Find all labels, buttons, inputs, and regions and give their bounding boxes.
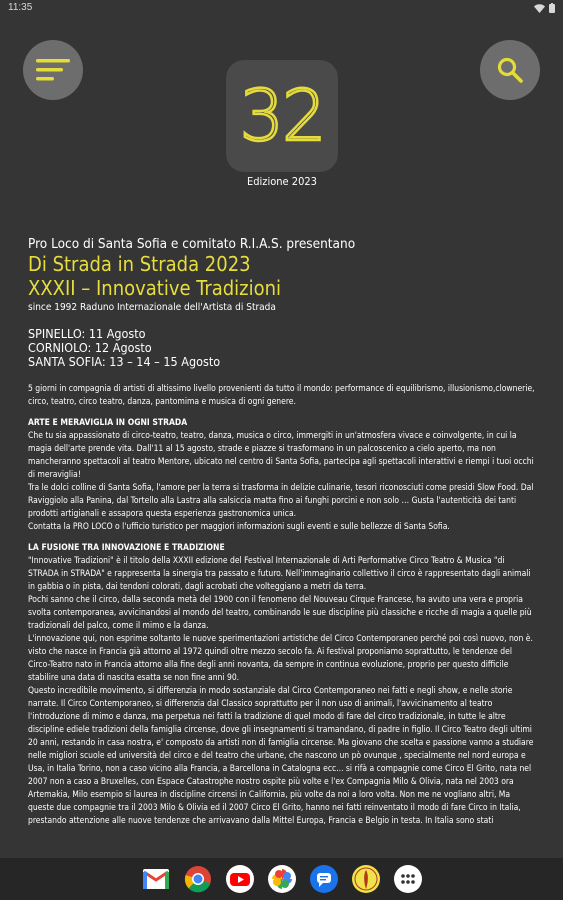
date-spinello: SPINELLO: 11 Agosto — [28, 326, 146, 341]
paragraph: Che tu sia appassionato di circo-teatro, teatro, danza, musica o circo, immergiti in un'atmosfera vivace e coinvolgente, in cui la magia dell'arte prende vita. Dall'11 al 15 agosto, strade e piazze si trasformano in un palcoscenico a cielo aperto, ma non mancheranno spettacoli al teatro Mentore, ubicato nel centro di Santa Sofia, partecipa agli spettacoli interattivi e riempi i tuoi occhi di meraviglia! — [28, 431, 534, 480]
menu-button[interactable] — [23, 40, 83, 100]
date-santa-sofia: SANTA SOFIA: 13 – 14 – 15 Agosto — [28, 354, 221, 369]
app-drawer-icon[interactable] — [394, 865, 422, 893]
photos-icon[interactable] — [268, 865, 296, 893]
paragraph: Pochi sanno che il circo, dalla seconda metà del 1900 con il fenomeno del Nouveau Cirque Francese, ha avuto una vera e propria svolta contemporanea, avvicinandosi al mondo del teatro, combinando le sue discipline più classiche e ricche di magia a quelle più tradizionali del palco, come il mimo e la danza. — [28, 595, 532, 631]
chrome-icon[interactable] — [184, 865, 212, 893]
paragraph: "Innovative Tradizioni" è il titolo della XXXII edizione del Festival Internazionale di Arti Performative Circo Teatro & Musica "di STRADA in STRADA" e rappresenta la sinergia tra passato e futuro. Nell'immaginario collettivo il circo è rappresentato dagli animali in gabbia o in pista, dai tendoni colorati, dagli acrobati che volteggiano a metri da terra. — [28, 556, 531, 592]
app-dock — [0, 858, 563, 900]
paragraph: Contatta la PRO LOCO o l'ufficio turistico per maggiori informazioni sugli eventi e sulle bellezze di Santa Sofia. — [28, 522, 450, 532]
paragraph: Tra le dolci colline di Santa Sofia, l'amore per la terra si trasforma in delizie culinarie, tesori riconosciuti come presidi Slow Food. Dal Raviggiolo alla Panina, dal Tortello alla Lastra alla salsiccia matta fino ai funghi porcini e non solo … Gusta l'autenticità dei tanti prodotti artigianali e assapora questa esperienza gastronomica unica. — [28, 483, 534, 519]
date-corniolo: CORNIOLO: 12 Agosto — [28, 340, 152, 355]
section-heading-fusione: LA FUSIONE TRA INNOVAZIONE E TRADIZIONE — [28, 543, 225, 553]
menu-icon — [36, 57, 70, 83]
battery-icon — [549, 3, 555, 13]
section-heading-arte: ARTE E MERAVIGLIA IN OGNI STRADA — [28, 418, 188, 428]
event-title: Di Strada in Strada 2023 — [28, 252, 251, 276]
messages-icon[interactable] — [310, 865, 338, 893]
since-line: since 1992 Raduno Internazionale dell'Artista di Strada — [28, 302, 276, 313]
lead-paragraph: 5 giorni in compagnia di artisti di altissimo livello provenienti da tutto il mondo: performance di equilibrismo, illusionismo,clownerie, circo, teatro, circo teatro, danza, pantomima e musica di ogni genere. — [28, 384, 535, 407]
paragraph: L'innovazione qui, non esprime soltanto le nuove sperimentazioni artistiche del Circo Contemporaneo perché poi così nuovo, non è. visto che nasce in Francia già attorno al 1972 quindi oltre mezzo secolo fa. Ai festival proponiamo soprattutto, le tendenze del Circo-Teatro nato in Francia attorno alla fine degli anni novanta, da sempre in continua evoluzione, proprio per questo difficile stabilire una data di nascita esatta se non fine anni 90. — [28, 634, 533, 683]
paragraph: Questo incredibile movimento, si differenzia in modo sostanziale dal Circo Contemporaneo nei fatti e negli show, e nelle storie narrate. Il Circo Contemporaneo, si differenzia dal Classico soprattutto per il non uso di animali, l'avvicinamento al teatro l'introduzione di mimo e danza, ma perpetua nei fatti la tradizione di quel modo di fare del circo tradizionale, in tutte le altre discipline ediele tradizioni della famiglia circense, dove gli insegnamenti si tramandano, di padre in figlio. Il Circo Teatro degli ultimi 20 anni, restando in casa nostra, e' composto da artisti non di famiglia circense. Ma giovano che scelta e passione vanno a studiare nelle migliori scuole ed università del circo e del teatro che urbane, che nascono un pò ovunque , specialmente nel nord europa e Usa, in Italia Torino, non a caso vicino alla Francia, a Barcellona in Catalogna ecc... si rifà a compagnie come Circo El Grito, nata nel 2007 non a caso a Bruxelles, con Espace Catastrophe nostro ospite più volte e l'ex Compagnia Milo & Olivia, nata nel 2003 ora Artemakia, Milo esempio si laurea in discipline circensi in California, più volte da noi a loro volta. Non me ne vogliano altri, Ma queste due compagnie tra il 2003 Milo & Olivia ed il 2007 Circo El Grito, hanno nei fatti reinventato il modo di fare Circo in Italia, prestando attenzione alle nuove tendenze che arrivavano dalla Mittel Europa, Francia e Belgio in testa. In Italia sono stati — [28, 686, 534, 826]
youtube-icon[interactable] — [226, 865, 254, 893]
edition-logo — [226, 60, 338, 172]
search-button[interactable] — [480, 40, 540, 100]
status-bar — [0, 0, 563, 18]
wifi-icon — [534, 4, 545, 13]
status-icons — [534, 3, 555, 13]
search-icon — [496, 56, 524, 84]
event-subtitle: XXXII – Innovative Tradizioni — [28, 276, 282, 300]
event-description — [28, 236, 536, 828]
edition-label: Edizione 2023 — [247, 175, 317, 188]
festival-app-icon[interactable] — [352, 865, 380, 893]
status-time: 11:35 — [8, 2, 33, 13]
gmail-icon[interactable] — [142, 865, 170, 893]
intro-text: Pro Loco di Santa Sofia e comitato R.I.A.S. presentano — [28, 236, 356, 252]
edition-number: 32 — [239, 75, 325, 157]
